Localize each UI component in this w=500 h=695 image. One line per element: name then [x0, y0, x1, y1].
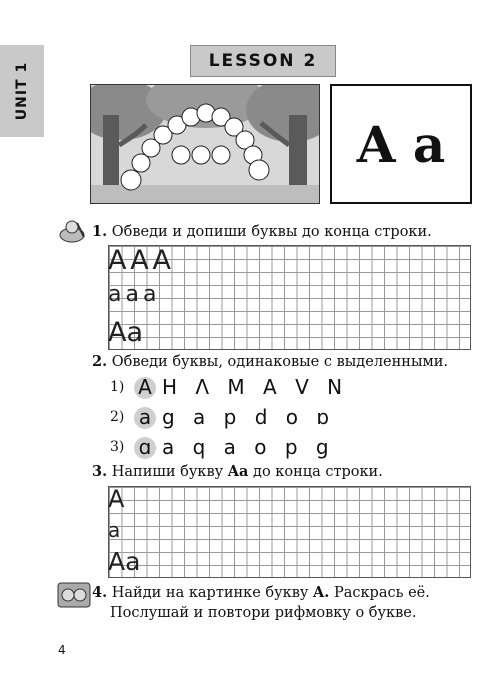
task-2-row-3 — [134, 435, 335, 459]
task-1-instruction — [92, 222, 432, 242]
task-1-row-1: AAA — [108, 245, 174, 276]
letter-card — [330, 84, 472, 204]
task-2-row-2-label: 2) — [110, 409, 125, 425]
listen-repeat-icon — [57, 582, 91, 608]
task-3-text-before: Напиши букву — [111, 464, 228, 480]
letter-options[interactable]: g a p d o ɒ — [162, 405, 336, 429]
highlighted-letter[interactable]: ɑ — [134, 437, 156, 459]
forest-apples-illustration — [91, 85, 320, 204]
task-3-letter: Aa — [227, 463, 249, 480]
task-4-line-1 — [92, 583, 430, 603]
task-3-row-1: A — [108, 485, 125, 513]
task-2-row-3-label: 3) — [110, 439, 125, 455]
task-3-number: 3. — [92, 463, 108, 480]
letter-card-text: A a — [356, 114, 446, 174]
task-4-number: 4. — [92, 584, 108, 601]
task-3-row-2: a — [108, 518, 121, 542]
task-3-row-3: Aa — [108, 547, 141, 576]
task-2-row-2 — [134, 405, 335, 429]
page-number: 4 — [58, 643, 66, 657]
task-4-letter: A. — [313, 584, 330, 601]
task-3-text-after: до конца строки. — [248, 464, 383, 480]
unit-label: UNIT 1 — [14, 61, 30, 121]
task-4-line-2: Послушай и повтори рифмовку о букве. — [110, 605, 417, 621]
task-2-number: 2. — [92, 353, 108, 370]
letter-options[interactable]: H Λ M A V N — [162, 375, 349, 399]
task-4-text-before: Найди на картинке букву — [111, 585, 314, 601]
lesson-label: LESSON 2 — [208, 51, 318, 71]
task-1-row-3: Aa — [108, 317, 144, 348]
task-1-number: 1. — [92, 223, 108, 240]
task-2-instruction — [92, 352, 448, 372]
unit-tab — [0, 45, 44, 137]
lesson-title — [190, 45, 336, 77]
letter-options[interactable]: a q a o p g — [162, 435, 335, 459]
task-3-instruction — [92, 462, 383, 482]
writing-icon — [57, 219, 87, 243]
task-2-row-1 — [134, 375, 348, 399]
task-1-text: Обведи и допиши буквы до конца строки. — [111, 224, 432, 240]
task-2-text: Обведи буквы, одинаковые с выделенными. — [111, 354, 449, 370]
highlighted-letter[interactable]: a — [134, 407, 156, 429]
task-2-row-1-label: 1) — [110, 379, 125, 395]
task-4-text-after: Раскрась её. — [329, 585, 430, 601]
task-1-row-2: aaa — [108, 282, 161, 307]
task-3-writing-grid[interactable] — [108, 486, 471, 578]
illustration-apples-letter-a — [90, 84, 320, 204]
highlighted-letter[interactable]: A — [134, 377, 156, 399]
